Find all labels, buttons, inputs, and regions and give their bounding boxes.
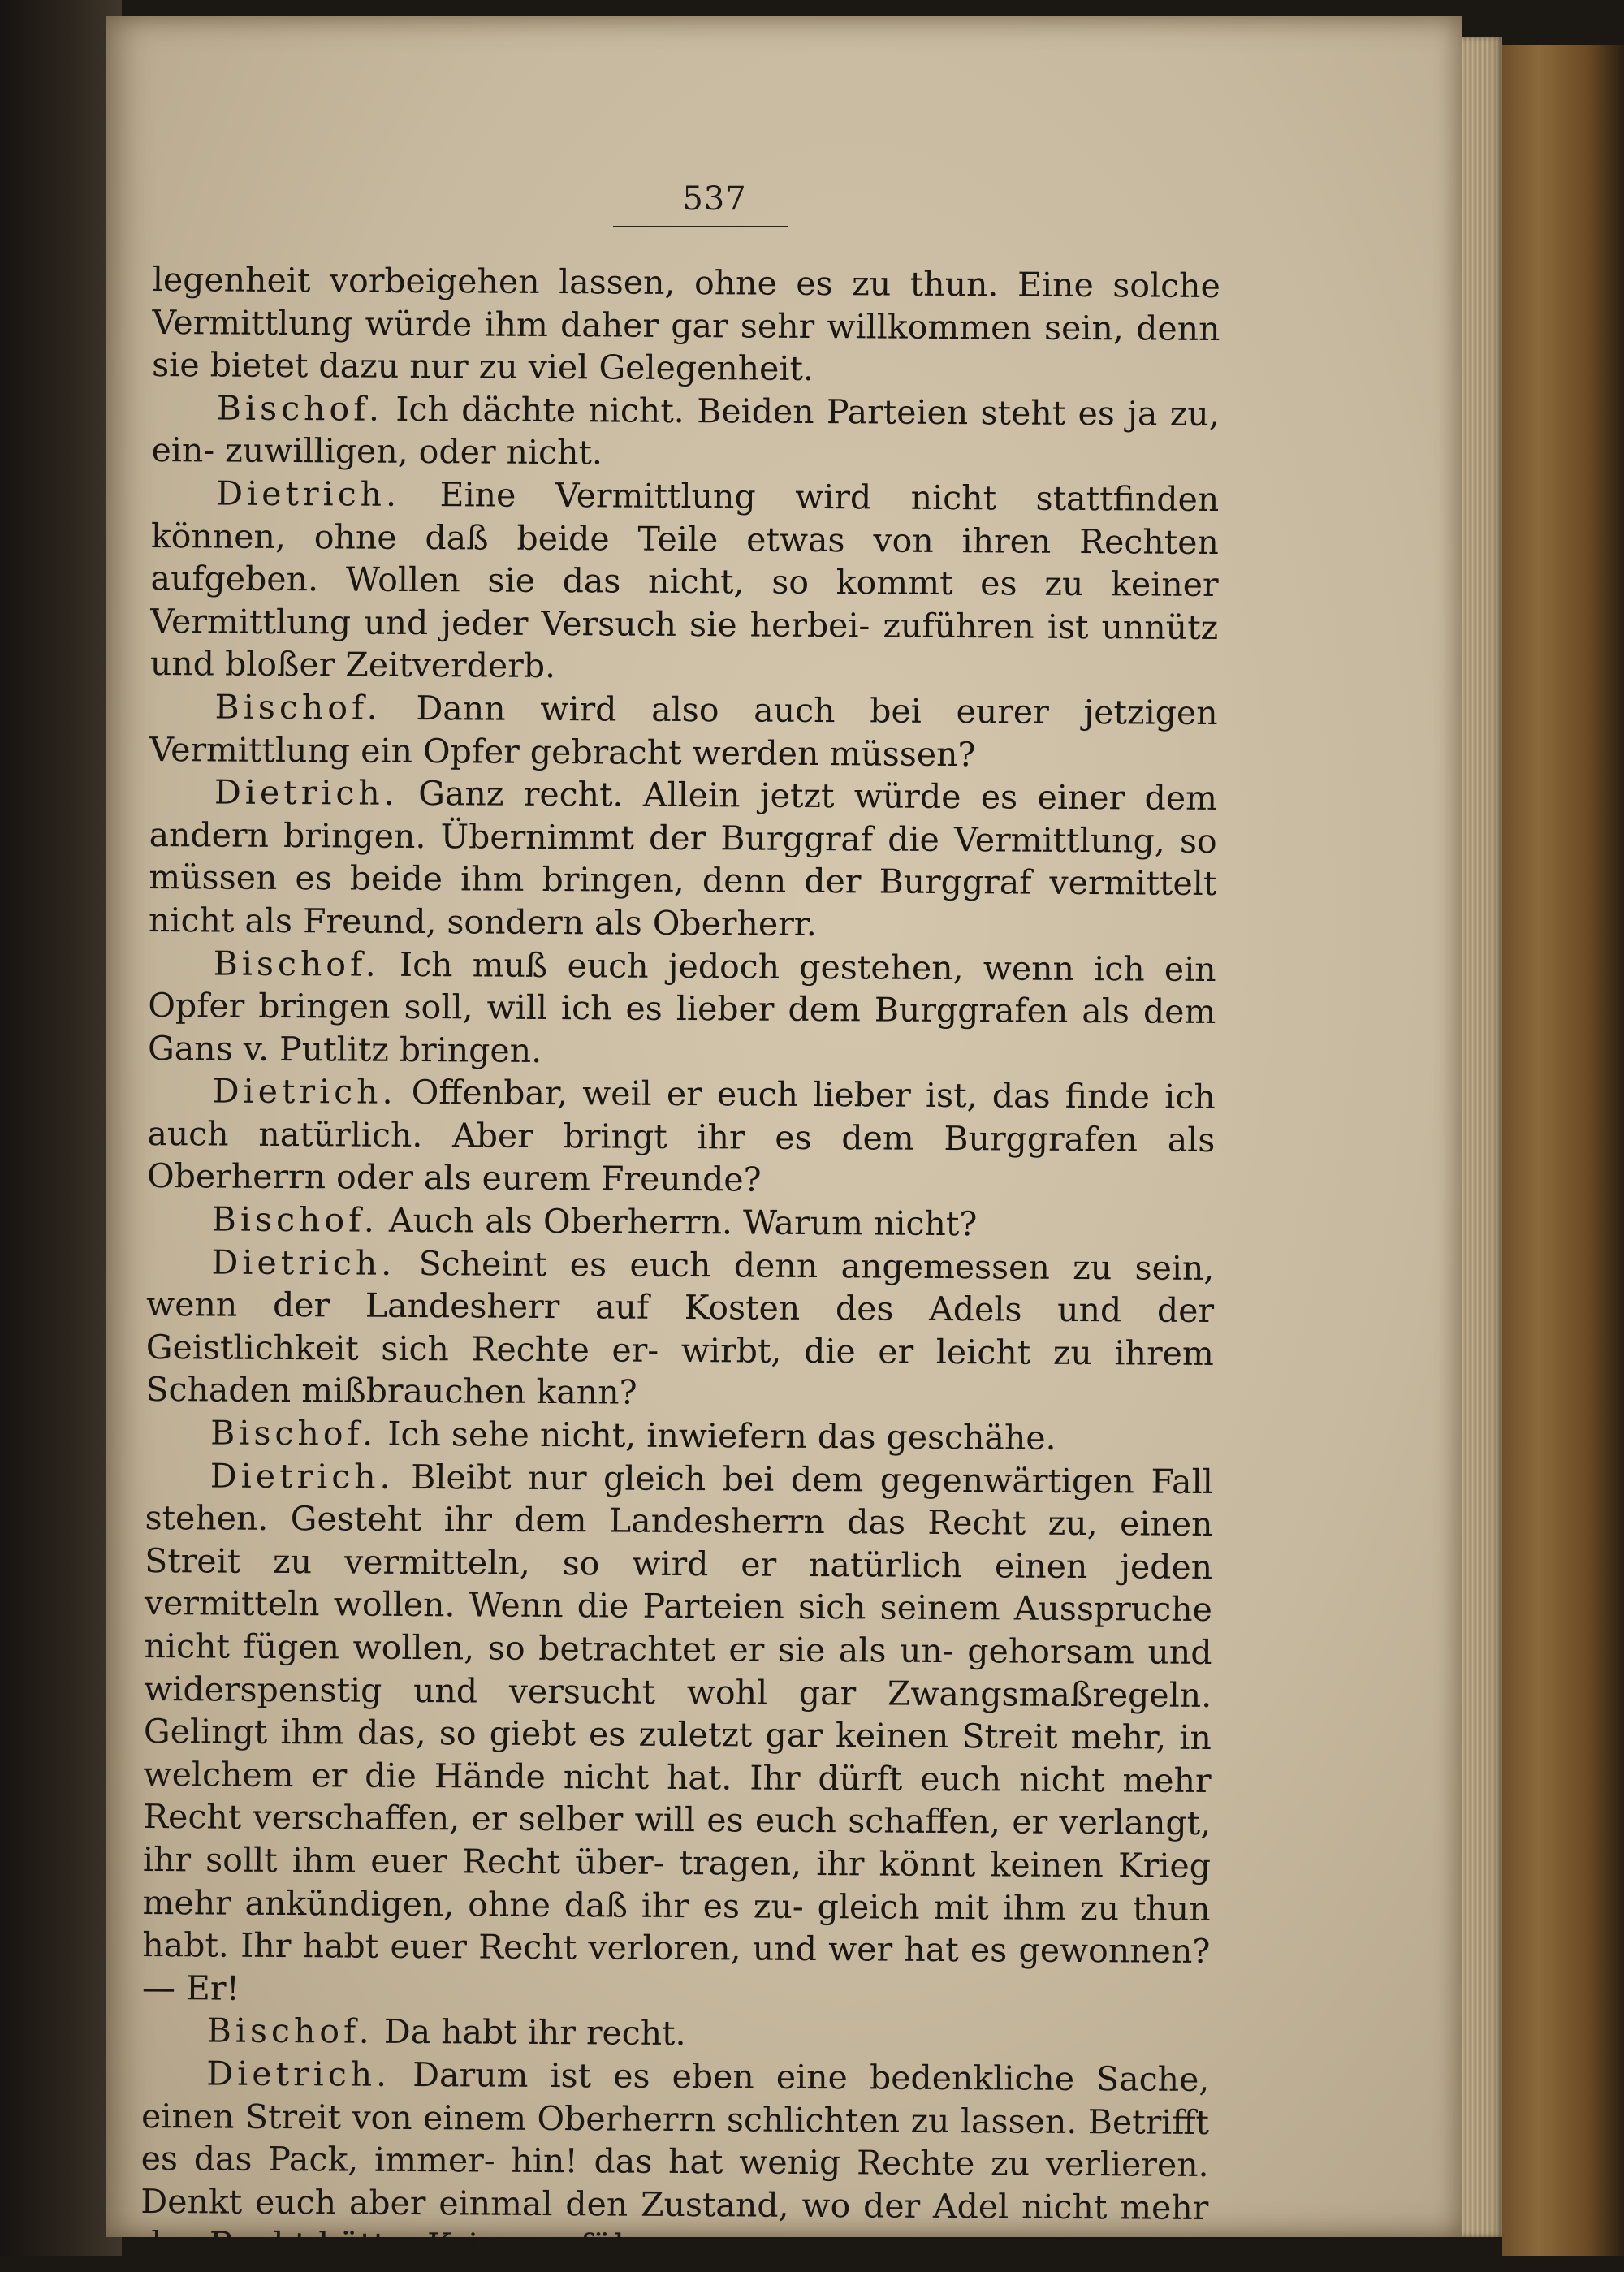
paragraph-text: Ich sehe nicht, inwiefern das geschähe. bbox=[387, 1414, 1056, 1458]
book-cover-edge bbox=[1502, 45, 1624, 2256]
paragraph-4 bbox=[149, 771, 1217, 948]
paragraph-7 bbox=[147, 1198, 1215, 1247]
paragraph-0 bbox=[152, 258, 1220, 393]
paragraph-text: Scheint es euch denn angemessen zu sein, wenn der Landesherr auf Kosten des Adels und der Geistlichkeit sich Rechte er- wirbt, die er leicht zu ihrem Schaden mißbrauchen kann? bbox=[145, 1243, 1215, 1413]
speaker-name: Bischof. bbox=[216, 388, 384, 429]
paragraph-8 bbox=[145, 1241, 1214, 1418]
paragraph-2 bbox=[150, 472, 1220, 692]
paragraph-text: Ganz recht. Allein jetzt würde es einer dem andern bringen. Übernimmt der Burggraf die Vermittlung, so müssen es beide ihm bringen, denn der Burggraf vermittelt nicht als Freund, sondern als Oberherr. bbox=[148, 774, 1218, 944]
paragraph-text: Dann wird also auch bei eurer jetzigen Vermittlung ein Opfer gebracht werden müssen? bbox=[149, 688, 1218, 774]
speaker-name: Dietrich. bbox=[206, 2054, 391, 2094]
speaker-name: Dietrich. bbox=[212, 1071, 397, 1112]
paragraph-text: Da habt ihr recht. bbox=[383, 2012, 686, 2054]
speaker-name: Bischof. bbox=[206, 2011, 374, 2052]
paragraph-text: Auch als Oberherrn. Warum nicht? bbox=[388, 1200, 978, 1244]
page-number: 537 bbox=[682, 180, 747, 218]
speaker-name: Dietrich. bbox=[211, 1242, 396, 1283]
paragraph-9 bbox=[145, 1411, 1213, 1461]
paragraph-11 bbox=[142, 2009, 1210, 2058]
paragraph-text: Bleibt nur gleich bei dem gegenwärtigen Fall stehen. Gesteht ihr dem Landesherrn das Recht zu, einen Streit zu vermitteln, so wird er natürlich einen jeden vermitteln wollen. Wenn die Parteien sich seinem Ausspruche nicht fügen wollen, so betrachtet er sie als un- gehorsam und widerspenstig und versucht wohl gar Zwangsmaßregeln. Gelingt ihm das, so giebt es zuletzt gar keinen Streit mehr, in welchem er die Hände nicht hat. Ihr dürft euch nicht mehr Recht verschaffen, er selber will es euch schaffen, er verlangt, ihr sollt ihm euer Recht über- tragen, ihr könnt keinen Krieg mehr ankündigen, ohne daß ihr es zu- gleich mit ihm zu thun habt. Ihr habt euer Recht verloren, und wer hat es gewonnen? — Er! bbox=[141, 1457, 1213, 2008]
paragraph-1 bbox=[151, 387, 1220, 478]
paragraph-text: legenheit vorbeigehen lassen, ohne es zu thun. Eine solche Vermittlung würde ihm daher gar sehr willkommen sein, denn sie bietet dazu nur zu viel Gelegenheit. bbox=[152, 259, 1220, 389]
paragraph-text: Ich dächte nicht. Beiden Parteien steht es ja zu, ein- zuwilligen, oder nicht. bbox=[151, 389, 1220, 473]
paragraph-text: Offenbar, weil er euch lieber ist, das finde ich auch natürlich. Aber bringt ihr es dem Burggrafen als Oberherrn oder als eurem Freunde? bbox=[146, 1073, 1216, 1200]
paragraph-10 bbox=[142, 1454, 1213, 2016]
paragraph-text: Eine Vermittlung wird nicht stattfinden können, ohne daß beide Teile etwas von ihren Rechten aufgeben. Wollen sie das nicht, so kommt es zu keiner Vermittlung und jeder Versuch sie herbei- zuführen ist unnütz und bloßer Zeitverderb. bbox=[149, 475, 1220, 686]
speaker-name: Bischof. bbox=[214, 687, 382, 728]
speaker-name: Bischof. bbox=[213, 943, 380, 984]
speaker-name: Bischof. bbox=[211, 1199, 379, 1240]
paragraph-text: Ich muß euch jedoch gestehen, wenn ich ein Opfer bringen soll, will ich es lieber dem Burggrafen als dem Gans v. Putlitz bringen. bbox=[147, 944, 1216, 1070]
paragraph-text: Darum ist es eben eine bedenkliche Sache, einen Streit von einem Oberherrn schlichten zu lassen. Betrifft es das Pack, immer- hin! das hat wenig Rechte zu verlieren. Denkt euch aber einmal den Zustand, wo der Adel nicht mehr das Recht hätte, Krieg zu führen bbox=[140, 2054, 1210, 2267]
header-rule bbox=[613, 226, 788, 227]
speaker-name: Bischof. bbox=[210, 1413, 378, 1453]
paragraph-12 bbox=[140, 2052, 1210, 2272]
paragraph-6 bbox=[147, 1069, 1216, 1204]
speaker-name: Dietrich. bbox=[216, 473, 401, 514]
body-text bbox=[140, 258, 1220, 2272]
paragraph-5 bbox=[148, 941, 1216, 1076]
speaker-name: Dietrich. bbox=[214, 772, 399, 813]
paragraph-3 bbox=[149, 685, 1218, 777]
speaker-name: Dietrich. bbox=[209, 1456, 395, 1497]
facing-page-edge bbox=[0, 0, 122, 2256]
